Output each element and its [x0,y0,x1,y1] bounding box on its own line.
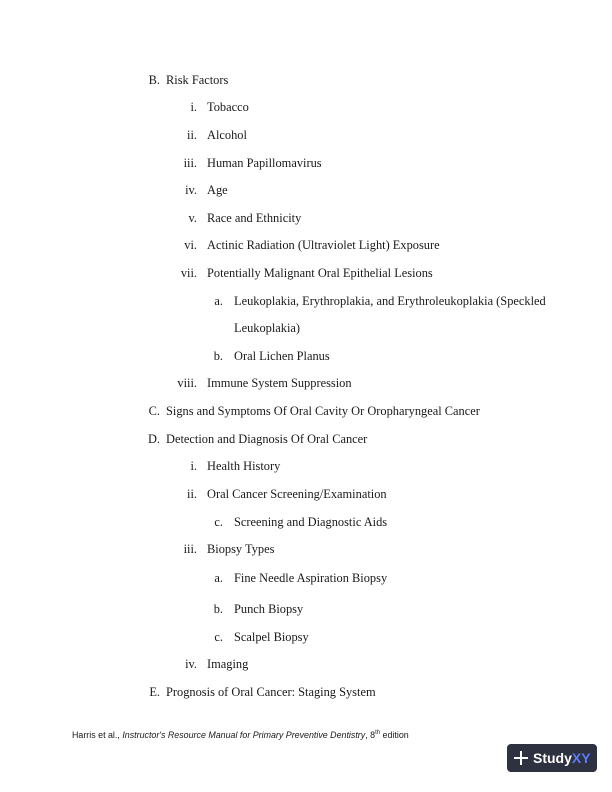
item-text: Punch Biopsy [234,602,304,616]
item-marker: E. [149,685,160,699]
item-marker: c. [214,515,223,529]
item-marker: D. [147,432,160,446]
item-text: Alcohol [207,128,247,142]
item-text: Prognosis of Oral Cancer: Staging System [166,685,376,699]
item-text: Immune System Suppression [207,376,352,390]
footer-authors: Harris et al., [72,730,123,740]
item-marker: C. [148,404,160,418]
item-text: Risk Factors [166,73,229,87]
item-text: Oral Lichen Planus [234,349,330,363]
item-marker: iv. [185,657,197,671]
footer-book-title: Instructor's Resource Manual for Primary Preventive Dentistry [122,730,366,740]
item-marker: b. [213,349,223,363]
item-text: Potentially Malignant Oral Epithelial Lesions [207,266,433,280]
item-text: Age [207,183,228,197]
badge-word-study: Study [533,750,572,766]
item-marker: iv. [185,183,197,197]
footer-edition-number: , 8 [365,730,376,740]
item-marker: b. [213,602,223,616]
footer-edition-word: edition [380,730,409,740]
item-text: Biopsy Types [207,542,275,556]
item-marker: ii. [187,128,197,142]
item-text: Leukoplakia, Erythroplakia, and Erythroleukoplakia (Speckled [234,294,546,308]
footer-edition-suffix: th [375,730,381,736]
item-marker: c. [214,630,223,644]
item-text: Health History [207,459,281,473]
item-text: Detection and Diagnosis Of Oral Cancer [166,432,368,446]
item-marker: a. [214,294,223,308]
item-marker: vi. [184,238,197,252]
item-text: Imaging [207,657,249,671]
item-marker: a. [214,571,223,585]
item-text: Screening and Diagnostic Aids [234,515,388,529]
plus-icon [514,751,528,765]
item-text: Human Papillomavirus [207,156,322,170]
item-text: Race and Ethnicity [207,211,302,225]
item-text: Fine Needle Aspiration Biopsy [234,571,388,585]
item-marker: ii. [187,487,197,501]
item-marker: iii. [183,542,197,556]
item-marker: v. [188,211,197,225]
item-text: Oral Cancer Screening/Examination [207,487,387,501]
badge-word-xy: XY [571,750,591,766]
item-text: Leukoplakia) [234,321,301,335]
item-marker: i. [190,459,197,473]
item-marker: iii. [183,156,197,170]
page-footer [72,730,409,740]
item-marker: viii. [177,376,197,390]
item-marker: vii. [180,266,197,280]
item-text: Signs and Symptoms Of Oral Cavity Or Oropharyngeal Cancer [166,404,480,418]
item-text: Tobacco [207,100,249,114]
item-text: Scalpel Biopsy [234,630,309,644]
item-text: Actinic Radiation (Ultraviolet Light) Exposure [207,238,440,252]
studyxy-badge[interactable] [507,744,597,772]
item-marker: B. [148,73,160,87]
item-marker: i. [190,100,197,114]
